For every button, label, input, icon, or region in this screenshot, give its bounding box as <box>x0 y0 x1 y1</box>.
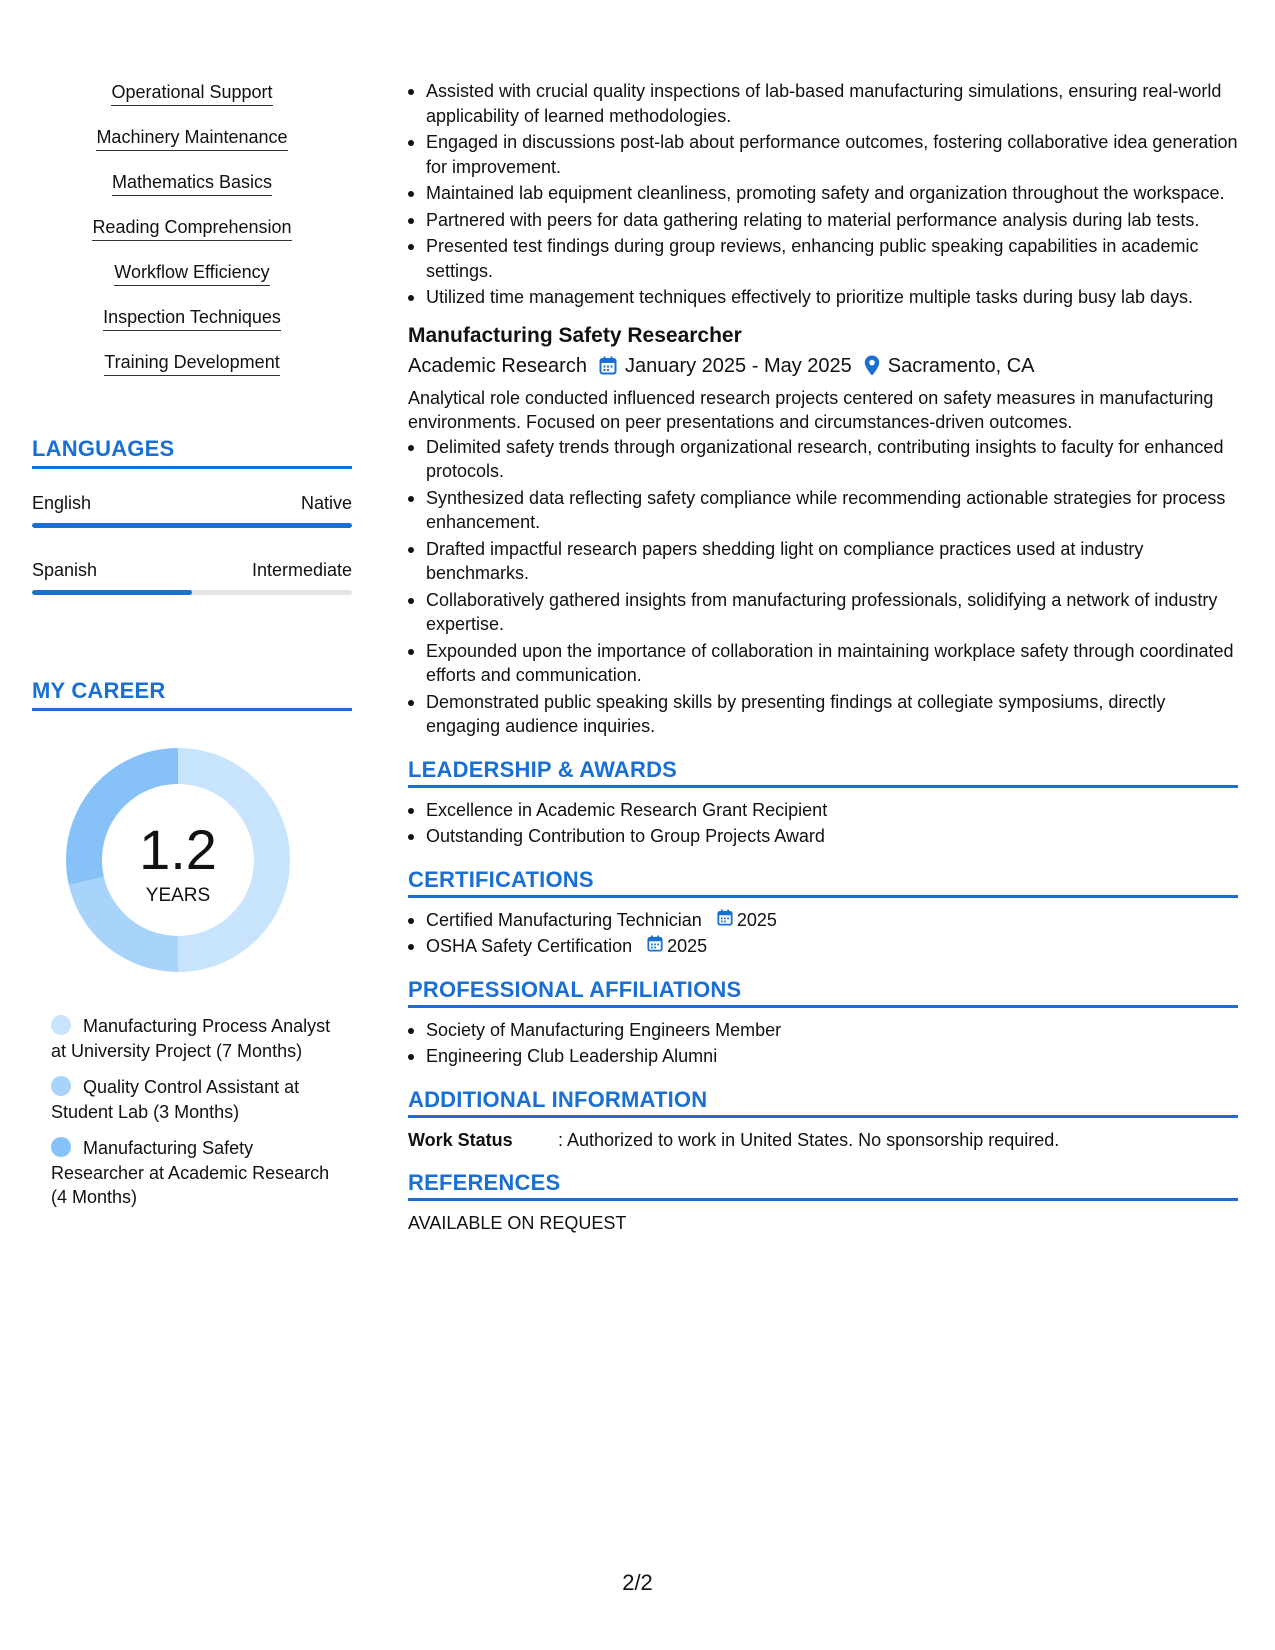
job-location: Sacramento, CA <box>887 354 1035 377</box>
affiliations-heading: PROFESSIONAL AFFILIATIONS <box>408 977 1238 1008</box>
awards-heading: LEADERSHIP & AWARDS <box>408 757 1238 788</box>
additional-info-heading: ADDITIONAL INFORMATION <box>408 1087 1238 1118</box>
skill-item <box>32 305 352 350</box>
affiliations-list <box>408 1018 1238 1069</box>
certification-name: Certified Manufacturing Technician <box>426 909 702 930</box>
language-level: Intermediate <box>251 560 352 580</box>
job-company: Academic Research <box>408 354 587 377</box>
skill-item <box>32 80 352 125</box>
language-bar <box>32 523 352 528</box>
job-description: Analytical role conducted influenced research projects centered on safety measures in manufacturing environments. Focused on peer presentations and circumstances-driven outcomes. <box>408 387 1214 432</box>
career-legend-label: Manufacturing Process Analyst at University Project (7 Months) <box>51 1016 331 1061</box>
career-heading: MY CAREER <box>32 678 352 711</box>
award-item: Excellence in Academic Research Grant Recipient <box>408 798 1238 823</box>
job-meta <box>408 352 1238 380</box>
language-name: Spanish <box>32 560 98 580</box>
language-item <box>32 558 352 595</box>
language-bar-fill <box>32 590 192 595</box>
calendar-icon <box>647 934 667 959</box>
bullet-item: Collaboratively gathered insights from manufacturing professionals, solidifying a network of industry expertise. <box>408 588 1238 637</box>
bullet-item: Drafted impactful research papers shedding light on compliance practices used at industry benchmarks. <box>408 537 1238 586</box>
bullet-item: Maintained lab equipment cleanliness, promoting safety and organization throughout the workspace. <box>408 181 1238 206</box>
bullet-item: Assisted with crucial quality inspections of lab-based manufacturing simulations, ensuring real-world applicability of learned methodologies. <box>408 79 1238 128</box>
skill-label: Training Development <box>104 350 279 376</box>
language-bar <box>32 590 352 595</box>
language-bar-fill <box>32 523 352 528</box>
legend-dot <box>51 1137 71 1157</box>
languages-heading: LANGUAGES <box>32 436 352 469</box>
certification-year: 2025 <box>736 909 777 930</box>
certifications-heading: CERTIFICATIONS <box>408 867 1238 898</box>
bullet-item: Utilized time management techniques effectively to prioritize multiple tasks during busy lab days. <box>408 285 1238 310</box>
certification-item <box>408 934 1238 959</box>
certification-date <box>647 934 707 959</box>
language-item <box>32 491 352 528</box>
references-heading: REFERENCES <box>408 1170 1238 1201</box>
bullet-item: Synthesized data reflecting safety compliance while recommending actionable strategies for process enhancement. <box>408 486 1238 535</box>
bullet-item: Presented test findings during group reviews, enhancing public speaking capabilities in academic settings. <box>408 234 1238 283</box>
work-status-row <box>408 1128 1238 1152</box>
career-legend-label: Quality Control Assistant at Student Lab (3 Months) <box>51 1077 300 1122</box>
calendar-icon <box>717 908 737 933</box>
skill-label: Reading Comprehension <box>92 215 291 241</box>
skill-label: Machinery Maintenance <box>96 125 287 151</box>
award-item: Outstanding Contribution to Group Projects Award <box>408 824 1238 849</box>
skill-item <box>32 125 352 170</box>
bullet-item: Delimited safety trends through organizational research, contributing insights to faculty for enhanced protocols. <box>408 435 1238 484</box>
right-column <box>408 79 1238 1235</box>
career-total: 1.2 <box>139 818 217 881</box>
skill-label: Mathematics Basics <box>112 170 272 196</box>
skills-list <box>32 80 352 395</box>
career-legend-item <box>51 1075 331 1124</box>
affiliation-item: Society of Manufacturing Engineers Member <box>408 1018 1238 1043</box>
skill-item <box>32 215 352 260</box>
language-level: Native <box>300 493 352 513</box>
certification-name: OSHA Safety Certification <box>426 936 633 956</box>
left-column <box>32 80 352 1207</box>
page-number: 2/2 <box>622 1570 653 1595</box>
certifications-list <box>408 908 1238 959</box>
certification-item <box>408 908 1238 933</box>
calendar-icon <box>599 356 617 375</box>
skill-label: Workflow Efficiency <box>114 260 269 286</box>
previous-job-bullets <box>408 79 1238 310</box>
affiliation-item: Engineering Club Leadership Alumni <box>408 1044 1238 1069</box>
location-pin-icon <box>864 355 880 376</box>
work-status-label: Work Status <box>408 1129 513 1150</box>
legend-dot <box>51 1076 71 1096</box>
bullet-item: Engaged in discussions post-lab about performance outcomes, fostering collaborative idea generation for improvement. <box>408 130 1238 179</box>
skill-label: Inspection Techniques <box>103 305 281 331</box>
career-legend-item <box>51 1136 331 1210</box>
language-name: English <box>32 493 92 513</box>
job-bullets <box>408 435 1238 739</box>
career-donut-chart <box>66 748 290 972</box>
work-status-value: : Authorized to work in United States. No sponsorship required. <box>558 1129 1060 1150</box>
references-text: AVAILABLE ON REQUEST <box>408 1212 627 1233</box>
skill-item <box>32 170 352 215</box>
skill-label: Operational Support <box>111 80 272 106</box>
career-legend-item <box>51 1014 331 1063</box>
job-title: Manufacturing Safety Researcher <box>408 323 742 347</box>
career-section <box>32 678 352 1207</box>
bullet-item: Expounded upon the importance of collaboration in maintaining workplace safety through coordinated efforts and communication. <box>408 639 1238 688</box>
career-legend-label: Manufacturing Safety Researcher at Academic Research (4 Months) <box>51 1138 330 1207</box>
languages-section <box>32 436 352 595</box>
job-dates: January 2025 - May 2025 <box>624 354 852 377</box>
skill-item <box>32 350 352 395</box>
career-legend <box>51 1014 331 1222</box>
awards-list <box>408 798 1238 849</box>
certification-year: 2025 <box>667 936 708 956</box>
skill-item <box>32 260 352 305</box>
career-unit: YEARS <box>145 885 211 906</box>
bullet-item: Demonstrated public speaking skills by presenting findings at collegiate symposiums, directly engaging audience inquiries. <box>408 690 1238 739</box>
legend-dot <box>51 1015 71 1035</box>
certification-date <box>717 908 777 933</box>
bullet-item: Partnered with peers for data gathering relating to material performance analysis during lab tests. <box>408 208 1238 233</box>
